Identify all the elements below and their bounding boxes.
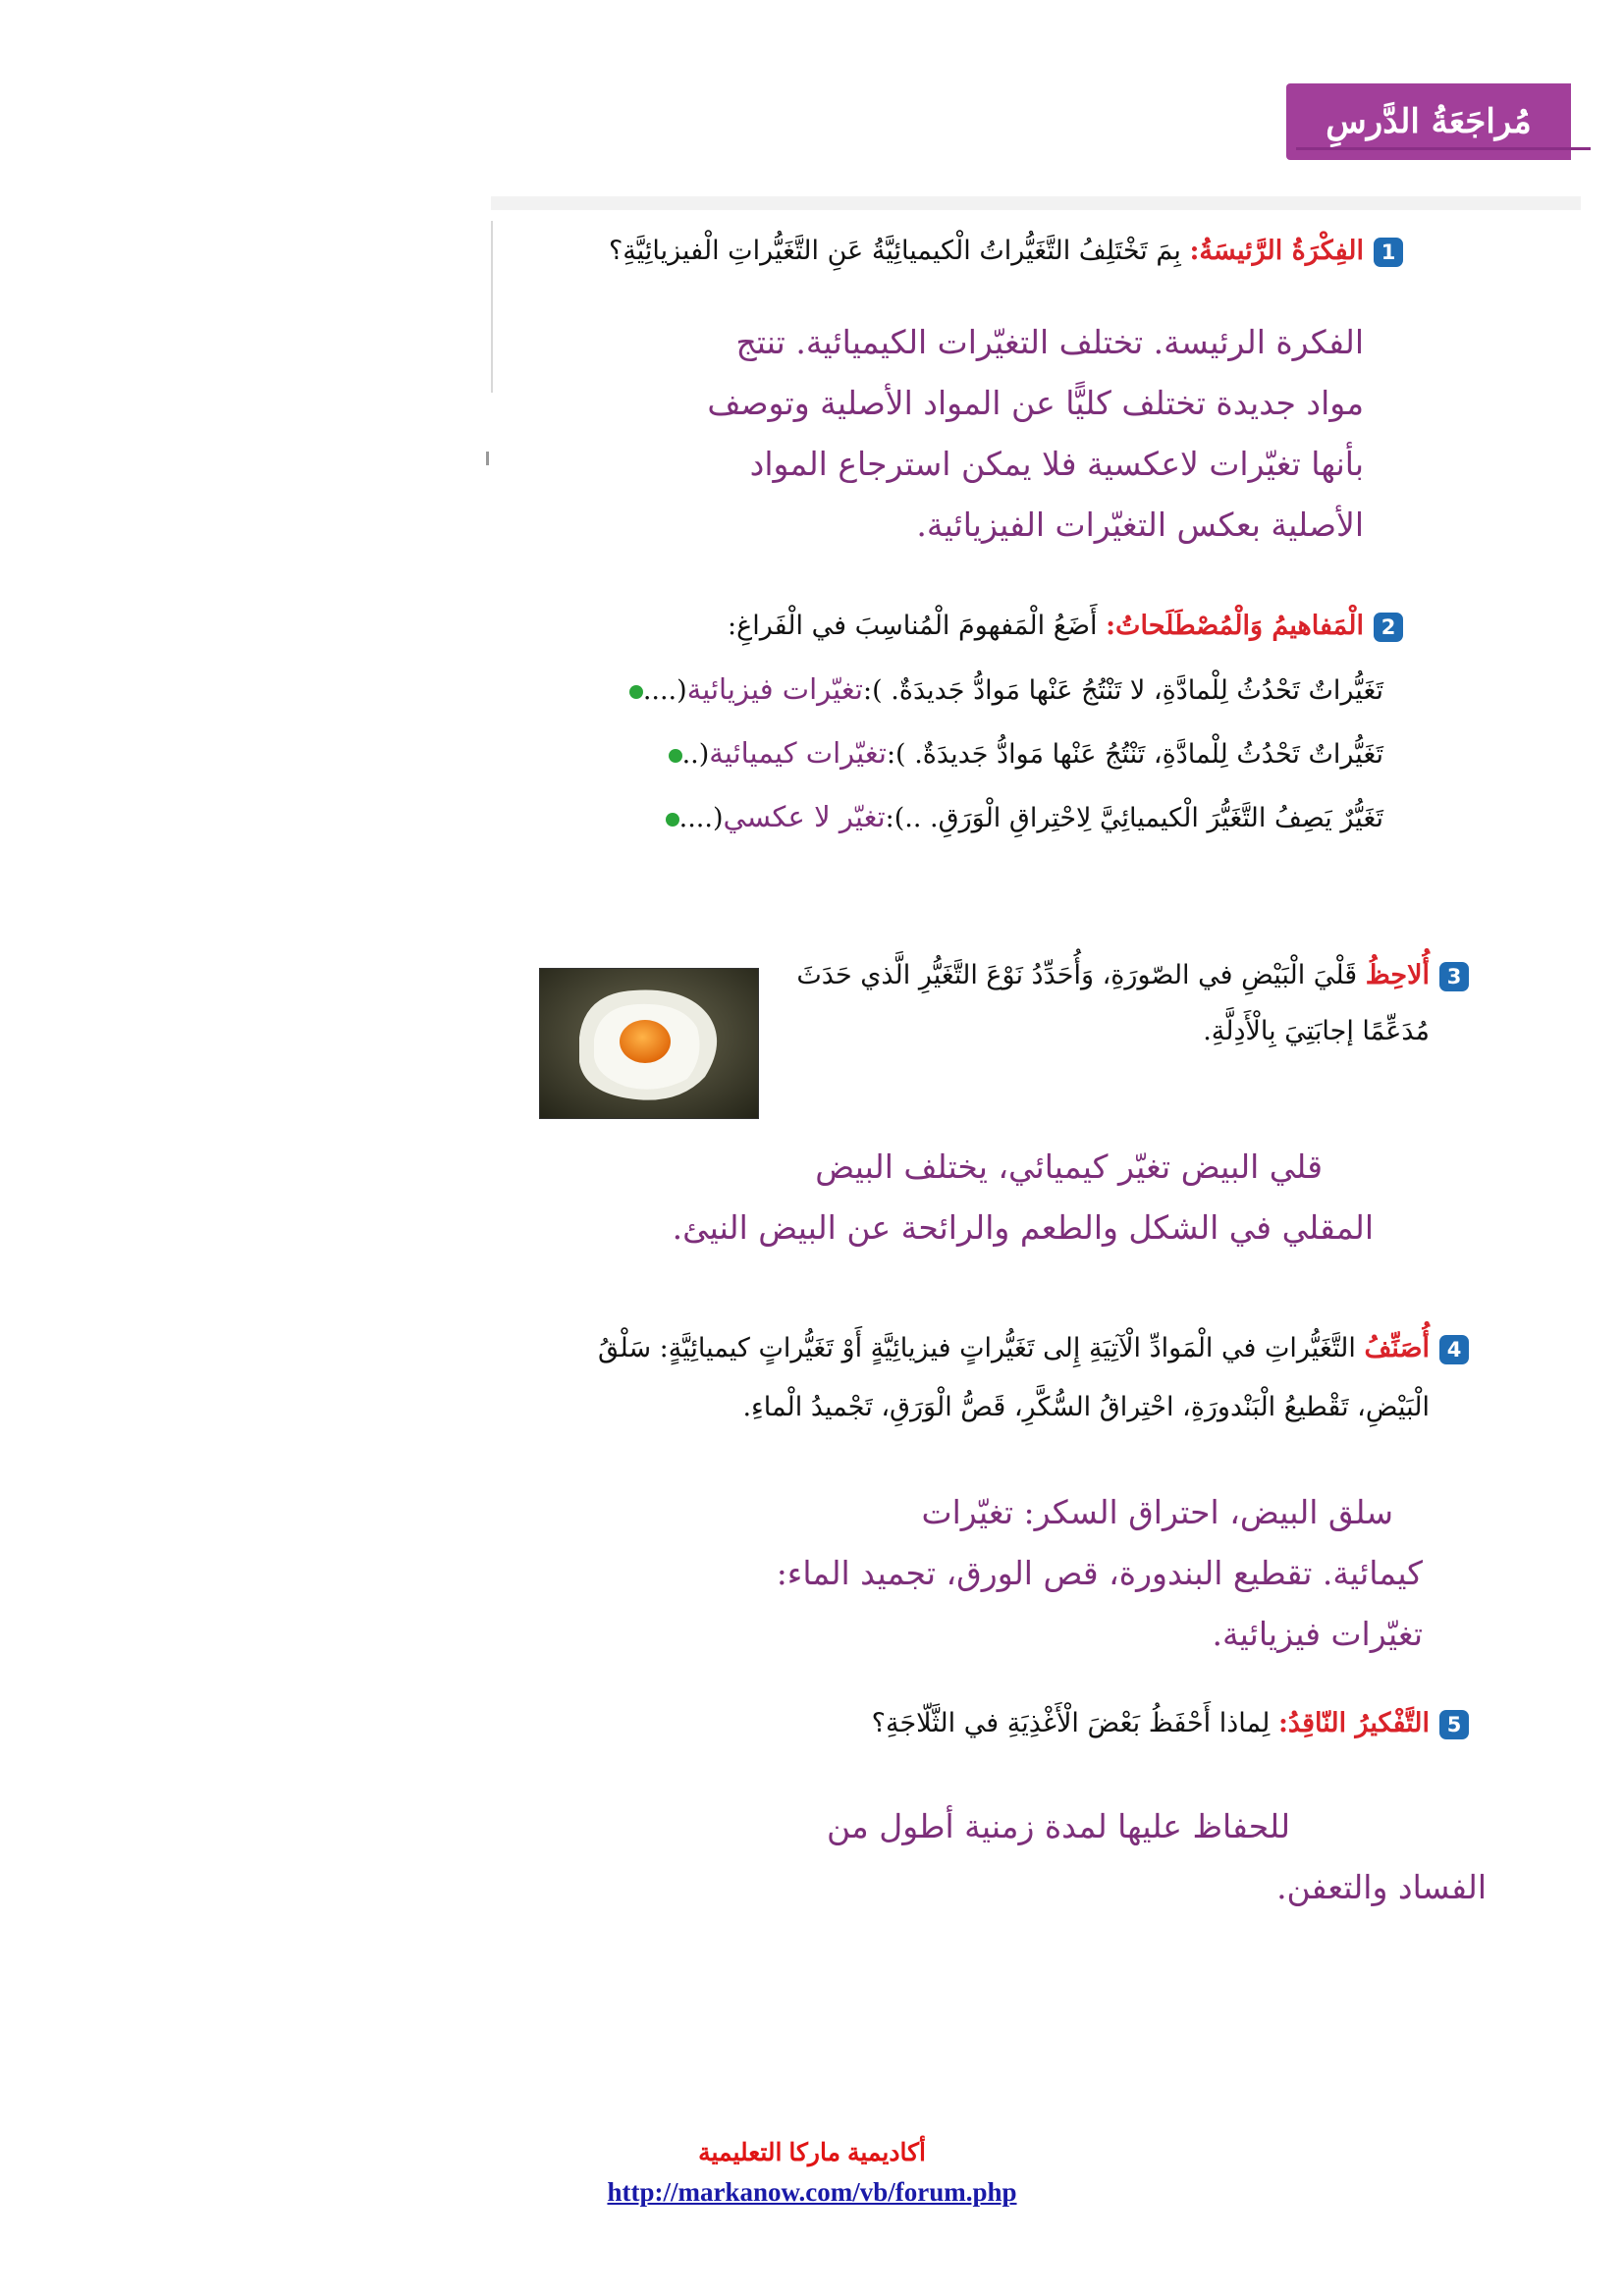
answer-5 (827, 1796, 1487, 1918)
fill-item-close: ): (886, 739, 906, 770)
answer-3-line: قلي البيض تغيّر كيميائي، يختلف البيض (815, 1148, 1323, 1186)
fill-item-open: (.... (642, 675, 687, 706)
question-3-text: قَلْيَ الْبَيْضِ في الصّورَةِ، وَأُحَدِّدُ نَوْعَ التَّغَيُّرِ الَّذي حَدَثَ (796, 960, 1358, 990)
answer-1-line: مواد جديدة تختلف كليًّا عن المواد الأصلية وتوصف (707, 384, 1364, 422)
question-5-text: لِماذا أَحْفَظُ بَعْضَ الْأَغْذِيَةِ في الثَّلّاجَةِ؟ (871, 1708, 1271, 1738)
fill-item-answer: تغيّرات فيزيائية (686, 672, 863, 706)
question-3-head: أُلاحِظُ (1365, 960, 1430, 990)
question-5-head: التَّفْكيرُ النّاقِدُ: (1277, 1708, 1430, 1738)
question-1-text: بِمَ تَخْتَلِفُ التَّغَيُّراتُ الْكيميائِيَّةُ عَنِ التَّغَيُّراتِ الْفيزيائِيَّةِ؟ (608, 236, 1181, 266)
fill-item (655, 736, 1383, 770)
question-3-line-2: مُدَعِّمًا إجابَتِيَ بِالْأَدِلَّةِ. (1203, 1016, 1430, 1046)
answer-4-line: سلق البيض، احتراق السكر: تغيّرات (921, 1493, 1393, 1531)
fill-item-close: ..): (885, 803, 922, 833)
fill-item-answer: تغيّرات كيميائية (709, 736, 887, 770)
fried-egg-icon (540, 969, 758, 1118)
question-2 (728, 611, 1403, 642)
question-number-3: 3 (1439, 962, 1469, 991)
answer-1-line: الأصلية بعكس التغيّرات الفيزيائية. (916, 506, 1364, 544)
answer-4-line: تغيّرات فيزيائية. (1212, 1615, 1423, 1653)
answer-3 (673, 1137, 1374, 1258)
question-3 (796, 960, 1469, 991)
fill-item-answer: تغيّر لا عكسي (723, 800, 886, 833)
question-2-text: أَضَعُ الْمَفهومَ الْمُناسِبَ في الْفَراغِ: (728, 611, 1098, 641)
forum-link[interactable]: http://markanow.com/vb/forum.php (607, 2177, 1017, 2207)
fill-item (652, 800, 1383, 833)
question-2-head: الْمَفاهيمُ وَالْمُصْطَلَحاتُ: (1106, 611, 1364, 641)
fill-item-close: ): (862, 675, 883, 706)
question-4 (598, 1333, 1469, 1364)
question-number-2: 2 (1374, 613, 1403, 642)
bullet-icon (629, 685, 643, 699)
fill-item-open: (.. (681, 739, 710, 770)
question-5 (872, 1708, 1469, 1739)
fill-item-text: تَغَيُّراتٌ تَحْدُثُ لِلْمادَّةِ، تَنْتُجُ عَنْها مَوادُّ جَديدَةٌ. (914, 739, 1383, 770)
question-4-head: أُصَنِّفُ (1364, 1333, 1430, 1363)
fill-item-text: تَغَيُّراتٌ تَحْدُثُ لِلْمادَّةِ، لا تَنْتُجُ عَنْها مَوادُّ جَديدَةٌ. (891, 675, 1383, 706)
fried-egg-photo (539, 968, 759, 1119)
answer-5-line: للحفاظ عليها لمدة زمنية أطول من (826, 1807, 1290, 1845)
fill-item-open: (.... (678, 803, 724, 833)
answer-4 (777, 1482, 1423, 1665)
answer-5-line: الفساد والتعفن. (1276, 1868, 1487, 1906)
question-number-1: 1 (1374, 238, 1403, 267)
answer-1-line: الفكرة الرئيسة. تختلف التغيّرات الكيميائية. تنتج (735, 323, 1364, 361)
fill-item-text: تَغَيُّرٌ يَصِفُ التَّغَيُّرَ الْكيميائِيَّ لِاحْتِراقِ الْوَرَقِ. (930, 803, 1383, 833)
question-1-head: الفِكْرَةُ الرَّئيسَةُ: (1189, 236, 1364, 266)
answer-3-line: المقلي في الشكل والطعم والرائحة عن البيض النيئ. (672, 1208, 1374, 1247)
header-underline (1296, 147, 1591, 150)
question-4-text: التَّغَيُّراتِ في الْمَوادِّ الْآتِيَةِ إِلى تَغَيُّراتٍ فيزيائِيَّةٍ أَوْ تَغَيُّراتٍ كيميائِيَّةٍ: سَلْقُ (598, 1333, 1356, 1363)
answer-1 (707, 312, 1364, 556)
answer-1-line: بأنها تغيّرات لاعكسية فلا يمكن استرجاع المواد (749, 445, 1364, 483)
top-divider (491, 196, 1581, 210)
fill-item (616, 672, 1383, 706)
lesson-review-title: مُراجَعَةُ الدَّرسِ (1326, 102, 1532, 141)
academy-name: أكاديمية ماركا التعليمية (698, 2139, 926, 2166)
bullet-icon (669, 749, 682, 763)
question-1 (609, 236, 1403, 267)
margin-tick (486, 452, 489, 465)
question-4-line-2: الْبَيْضِ، تَقْطيعُ الْبَنْدورَةِ، احْتِراقُ السُّكَّرِ، قَصُّ الْوَرَقِ، تَجْميدُ الْماءِ. (742, 1392, 1430, 1422)
question-number-5: 5 (1439, 1710, 1469, 1739)
bullet-icon (666, 813, 679, 827)
question-number-4: 4 (1439, 1335, 1469, 1364)
left-margin-line (491, 221, 493, 393)
answer-4-line: كيمائية. تقطيع البندورة، قص الورق، تجميد الماء: (776, 1554, 1423, 1592)
